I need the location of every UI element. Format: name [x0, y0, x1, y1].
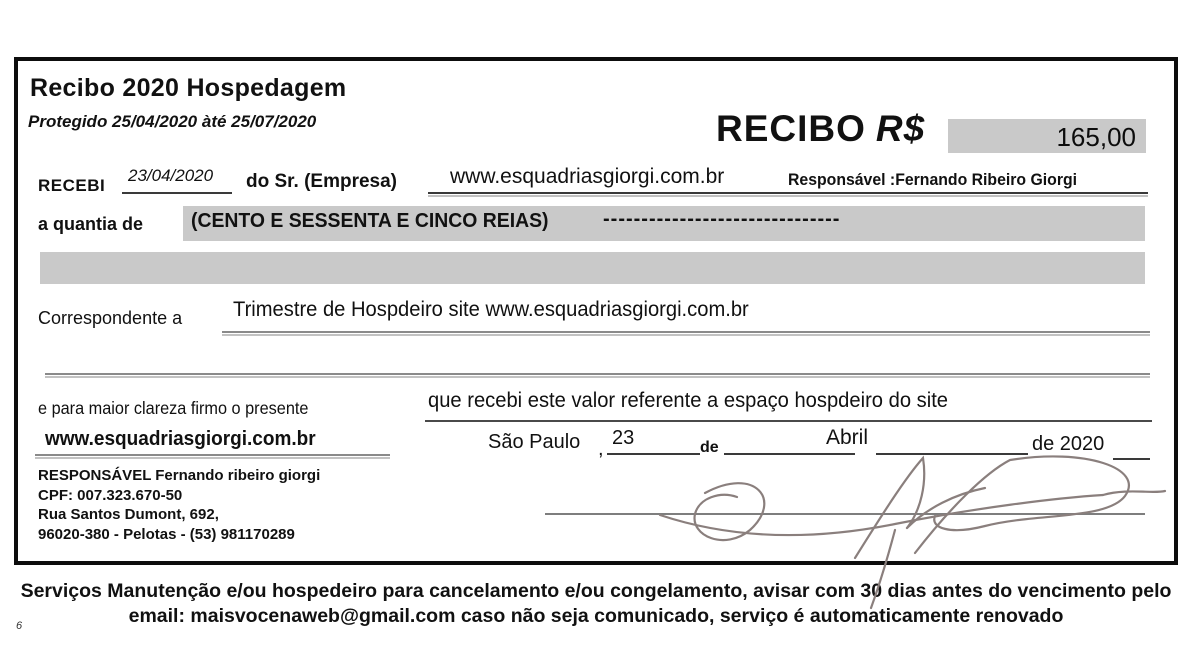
page-title: Recibo 2020 Hospedagem [30, 74, 347, 102]
issuer-responsible: RESPONSÁVEL Fernando ribeiro giorgi [38, 467, 321, 484]
corner-mark: 6 [16, 620, 23, 632]
amount-words-label: a quantia de [38, 214, 144, 234]
middle-rule [45, 373, 1150, 375]
amount-words-dashes: ------------------------------- [603, 208, 841, 230]
corresponding-underline [222, 331, 1150, 333]
issuer-cpf: CPF: 007.323.670-50 [38, 486, 183, 504]
corresponding-label: Correspondente a [38, 308, 183, 328]
clarity-underline [425, 420, 1152, 422]
received-date-underline [122, 192, 232, 194]
recebi-label: RECEBI [38, 176, 106, 195]
clarity-value: que recebi este valor referente a espaço hospdeiro do site [428, 389, 949, 412]
year-value: de 2020 [1032, 433, 1105, 455]
payer-value: www.esquadriasgiorgi.com.br [450, 165, 725, 188]
footer-terms-line1: Serviços Manutenção e/ou hospedeiro para cancelamento e/ou congelamento, avisar com 30 dias antes do vencimento pelo [20, 580, 1172, 602]
received-date-value: 23/04/2020 [128, 166, 214, 185]
day-value: 23 [612, 427, 635, 449]
issuer-street: Rua Santos Dumont, 692, [38, 506, 219, 523]
empty-highlight-bar [40, 252, 1145, 284]
site-repeat: www.esquadriasgiorgi.com.br [45, 428, 316, 450]
payer-label: do Sr. (Empresa) [246, 171, 397, 192]
amount-field [948, 119, 1146, 153]
city-value: São Paulo [488, 431, 581, 453]
recibo-word: RECIBO [716, 108, 866, 149]
footer-terms-line2: email: maisvocenaweb@gmail.com caso não seja comunicado, serviço é automaticamente renovado [128, 605, 1064, 627]
protected-period-note: Protegido 25/04/2020 àté 25/07/2020 [28, 112, 317, 131]
clarity-label: e para maior clareza firmo o presente [38, 398, 309, 418]
recibo-heading [716, 108, 925, 150]
issuer-city-phone: 96020-380 - Pelotas - (53) 981170289 [38, 525, 295, 543]
amount-words-field [183, 206, 1145, 241]
amount-value: 165,00 [1056, 122, 1136, 152]
site-underline [35, 454, 390, 456]
city-comma: , [598, 438, 604, 460]
amount-words-value: (CENTO E SESSENTA E CINCO REIAS) [191, 210, 549, 232]
currency-symbol: R$ [875, 108, 926, 149]
issuer-block [38, 466, 320, 544]
of-label: de [700, 439, 719, 456]
signature-scribble [555, 448, 1175, 613]
month-value: Abril [826, 426, 869, 449]
payer-underline [428, 192, 1148, 194]
corresponding-value: Trimestre de Hospdeiro site www.esquadriasgiorgi.com.br [233, 298, 749, 321]
responsible-inline: Responsável :Fernando Ribeiro Giorgi [788, 170, 1078, 189]
